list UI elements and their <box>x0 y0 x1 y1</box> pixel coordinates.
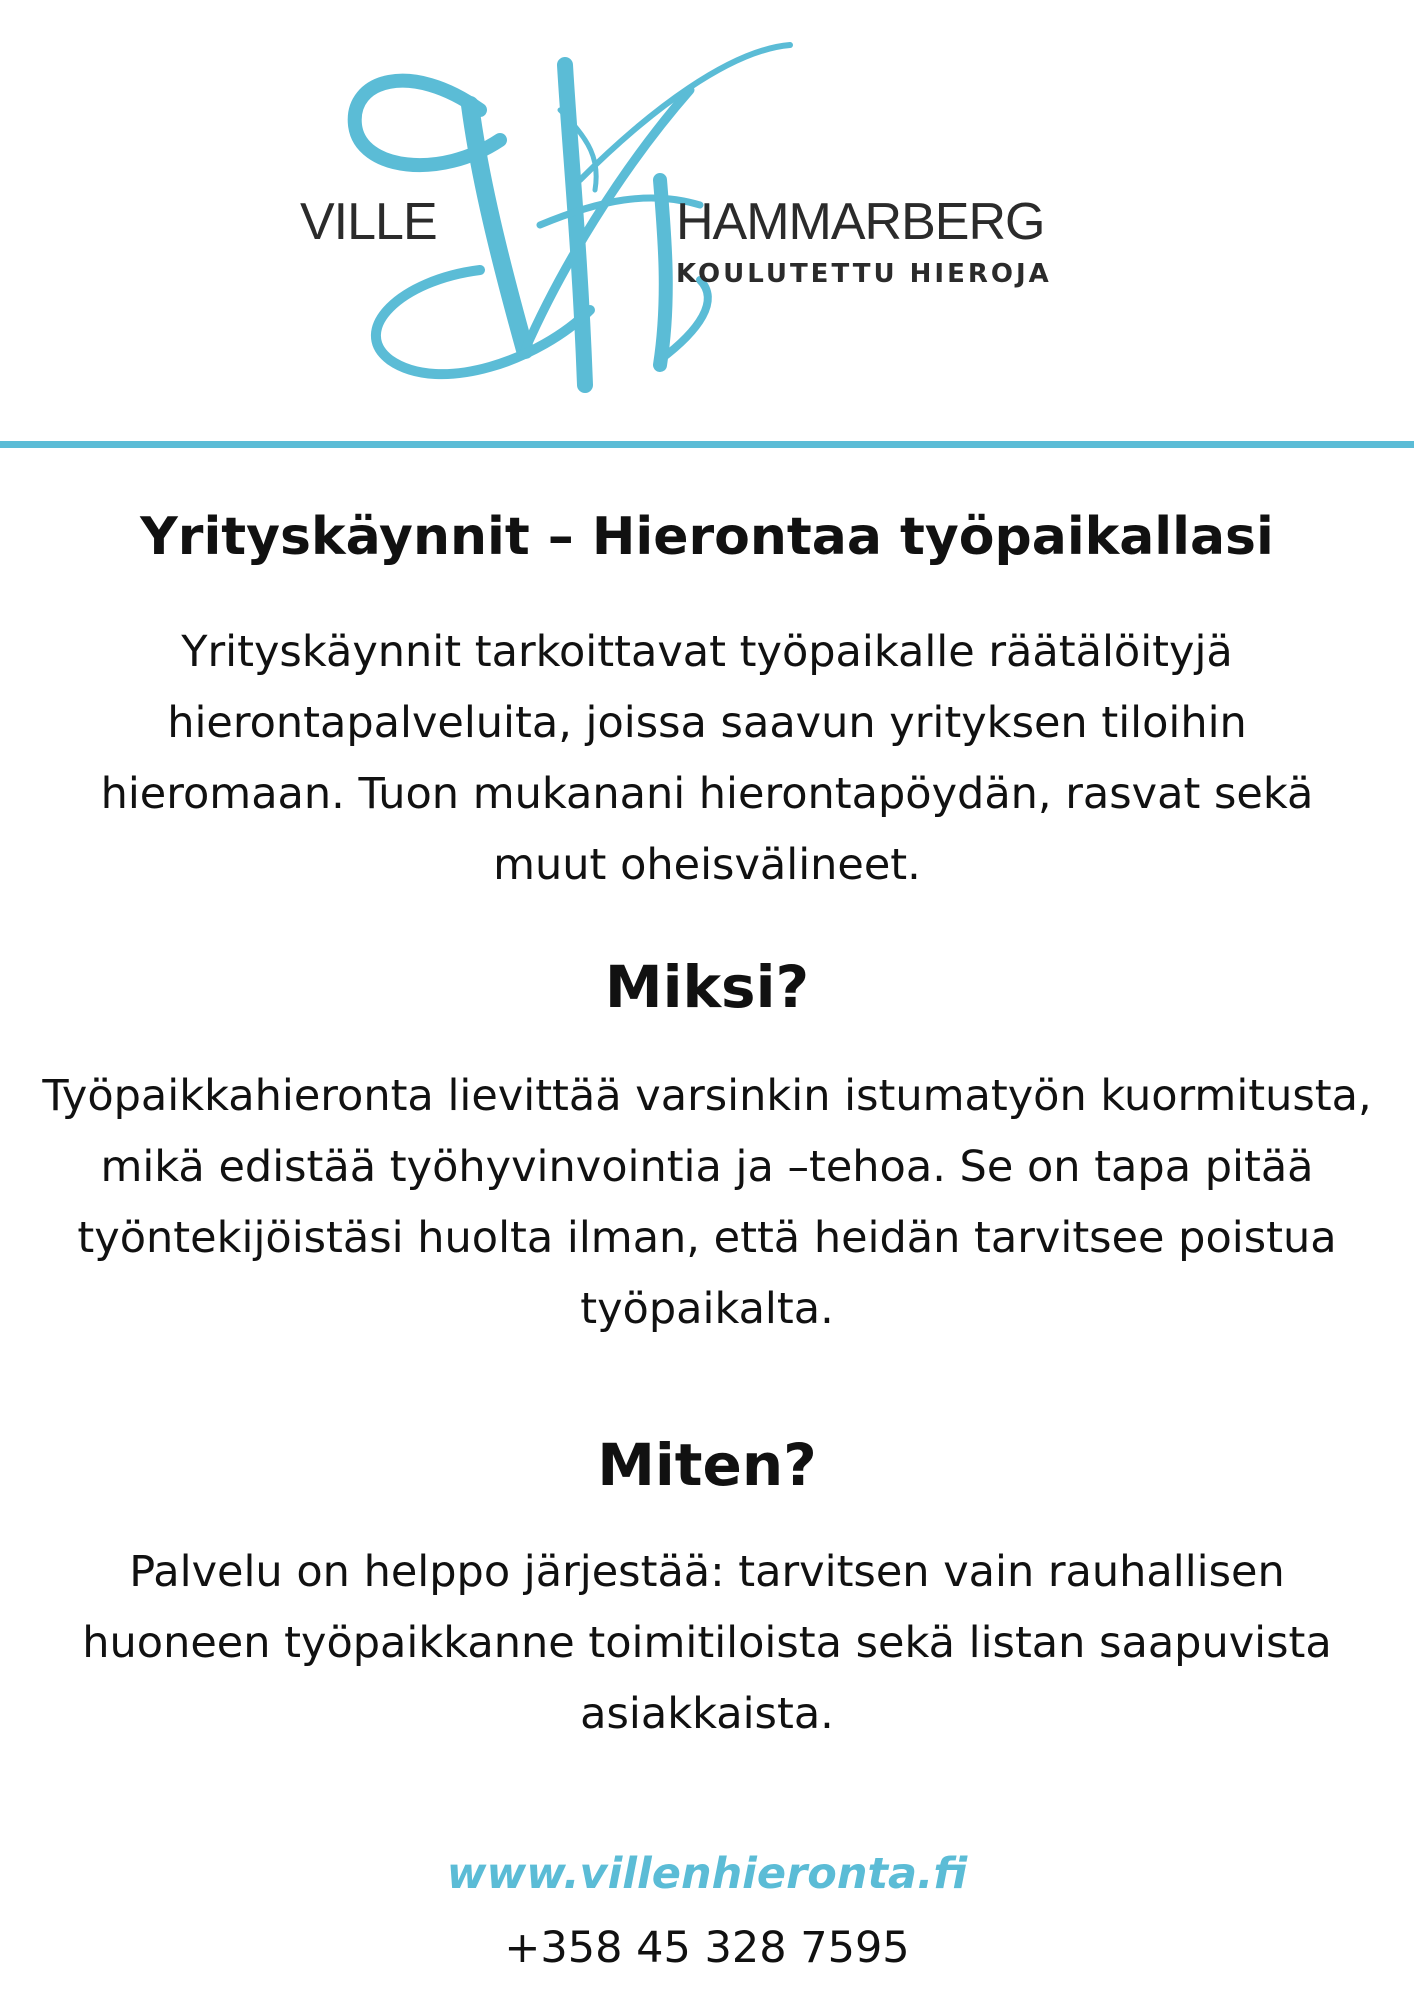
logo-header <box>0 0 1414 440</box>
logo-tagline: KOULUTETTU HIEROJA <box>676 259 1052 289</box>
why-paragraph: Työpaikkahieronta lievittää varsinkin istumatyön kuormitusta, mikä edistää työhyvinvointia ja –tehoa. Se on tapa pitää työntekijöistäsi huolta ilman, että heidän tarvitsee poistua työpaikalta. <box>42 1071 1372 1334</box>
logo-last-name: HAMMARBERG <box>676 193 1045 251</box>
intro-paragraph: Yrityskäynnit tarkoittavat työpaikalle räätälöityjä hierontapalveluita, joissa saavun yrityksen tiloihin hieromaan. Tuon mukanani hierontapöydän, rasvat sekä muut oheisvälineet. <box>100 627 1314 890</box>
main-content <box>40 505 1374 1978</box>
how-heading: Miten? <box>597 1431 817 1499</box>
page-title: Yrityskäynnit – Hierontaa työpaikallasi <box>140 507 1274 567</box>
website-link[interactable]: www.villenhieronta.fi <box>446 1849 968 1899</box>
header-divider <box>0 441 1414 448</box>
logo-first-name: VILLE <box>300 193 437 251</box>
why-heading: Miksi? <box>604 953 810 1021</box>
phone-number[interactable]: +358 45 328 7595 <box>504 1923 910 1973</box>
how-paragraph: Palvelu on helppo järjestää: tarvitsen vain rauhallisen huoneen työpaikkanne toimitiloista sekä listan saapuvista asiakkaista. <box>82 1547 1332 1739</box>
